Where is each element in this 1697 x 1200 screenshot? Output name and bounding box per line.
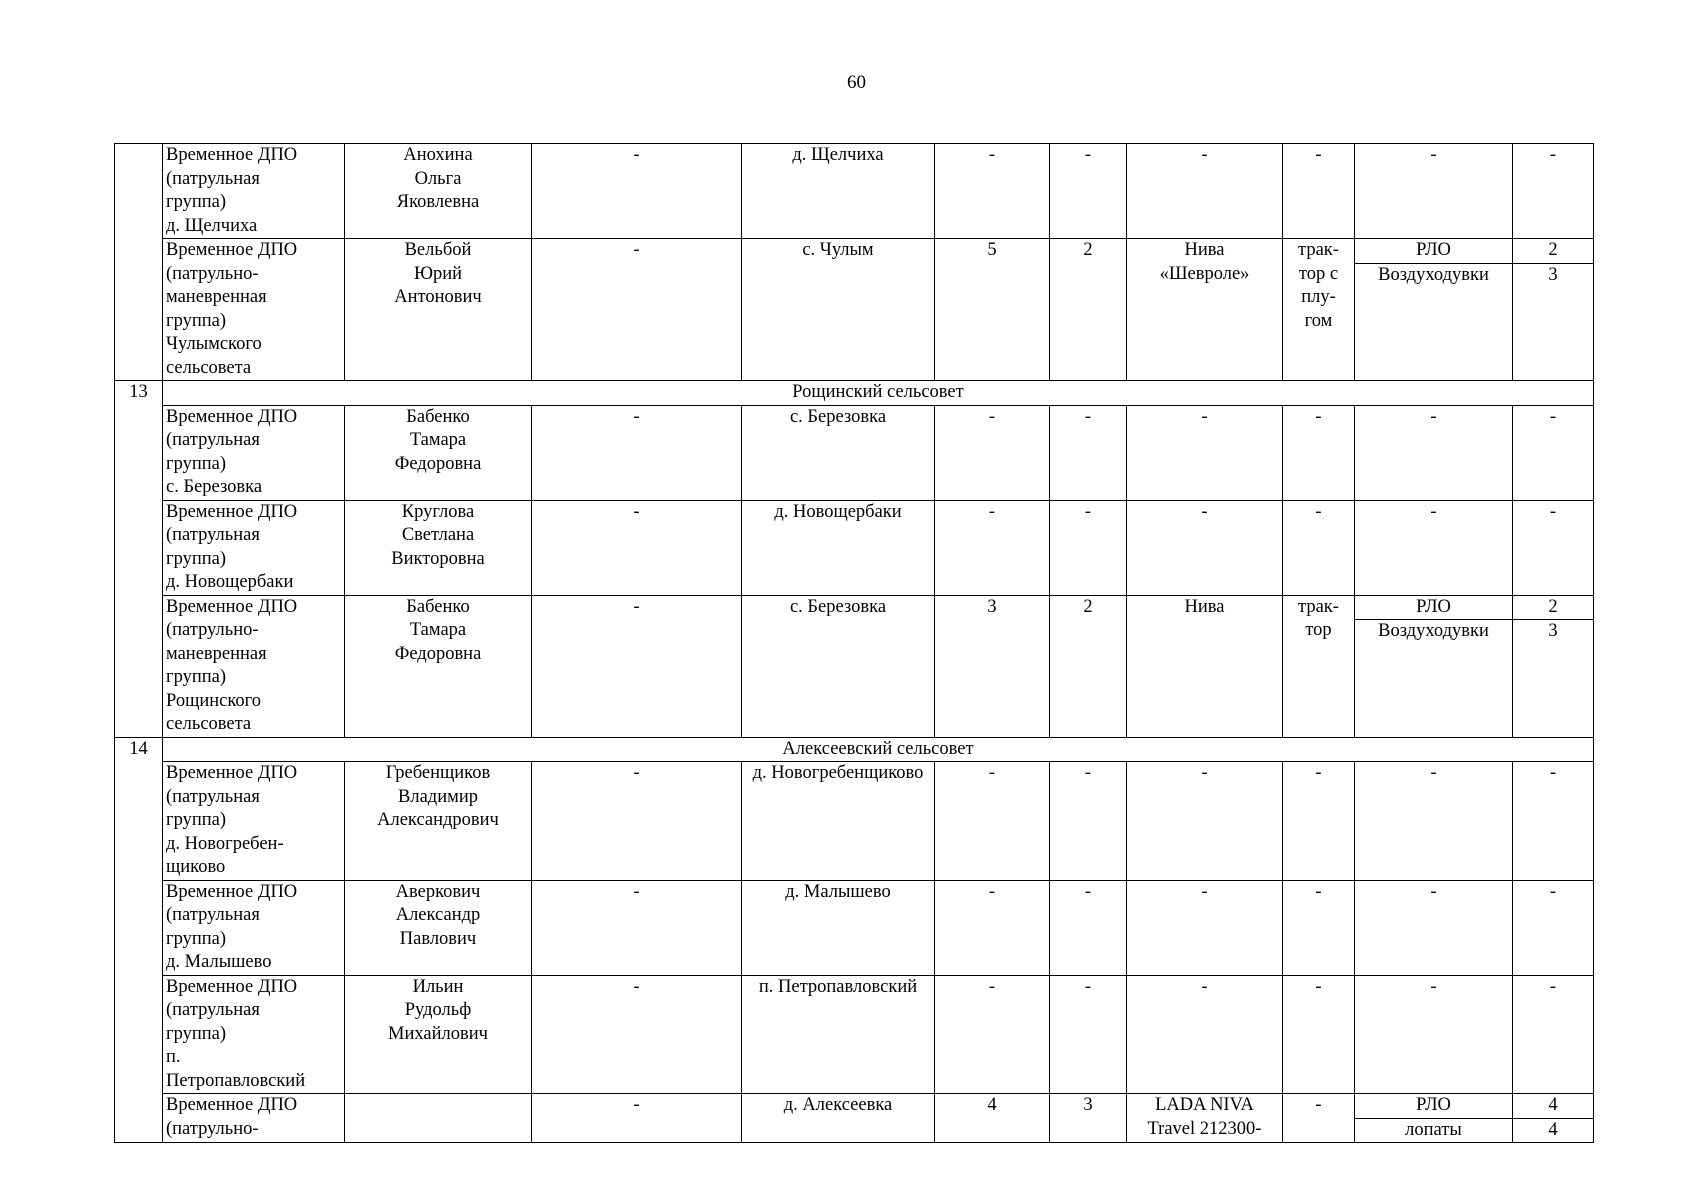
table-row: [115, 500, 1594, 595]
unit-name-line: Временное ДПО: [166, 145, 298, 165]
unit-name-line: (патрульная: [166, 786, 260, 807]
unit-name-line: д. Новогребен-: [166, 833, 284, 854]
unit-name: [163, 144, 345, 239]
personnel-count: 5: [935, 239, 1050, 381]
section-number: 13: [115, 381, 163, 738]
head-name: [345, 595, 532, 737]
equipment-quantity: [1513, 975, 1594, 1094]
unit-name-line: д. Новощербаки: [166, 572, 294, 592]
equipment: [1355, 762, 1513, 881]
unit-name-line: с. Березовка: [166, 477, 263, 497]
vehicle-count: -: [1050, 975, 1127, 1094]
vehicle-model: [1127, 975, 1283, 1094]
unit-name-line: группа): [166, 192, 227, 212]
head-name: [345, 762, 532, 881]
unit-name-line: (патрульная: [166, 525, 260, 545]
personnel-count: -: [935, 762, 1050, 881]
vehicle-count: 3: [1050, 1094, 1127, 1143]
equipment: [1355, 1094, 1513, 1143]
vehicle-model-line: -: [1201, 501, 1208, 522]
special-tech: [1283, 880, 1355, 975]
vehicle-model: [1127, 144, 1283, 239]
special-tech-line: гом: [1304, 310, 1333, 331]
vehicle-count: -: [1050, 144, 1127, 239]
head-name: [345, 880, 532, 975]
equipment-item: Воздуходувки: [1355, 619, 1512, 644]
equipment-quantity: [1513, 762, 1594, 881]
quantity-item: -: [1549, 881, 1557, 902]
head-name-line: Тамара: [409, 430, 467, 450]
special-tech: [1283, 144, 1355, 239]
equipment-quantity: [1513, 880, 1594, 975]
unit-name-line: (патрульная: [166, 168, 260, 189]
special-tech-line: плу-: [1301, 287, 1336, 307]
head-name-line: Ильин: [412, 976, 464, 997]
unit-name: [163, 1094, 345, 1143]
dash-cell: -: [532, 500, 742, 595]
equipment-item: лопаты: [1355, 1118, 1512, 1143]
special-tech: [1283, 1094, 1355, 1143]
resources-table: [114, 143, 1594, 1143]
head-name-line: Федоровна: [394, 643, 482, 664]
vehicle-model: [1127, 500, 1283, 595]
location: с. Березовка: [742, 405, 935, 500]
table-row: [115, 762, 1594, 881]
table-row: [115, 144, 1594, 239]
unit-name-line: Временное ДПО: [166, 406, 298, 427]
location: п. Петропавловский: [742, 975, 935, 1094]
unit-name-line: Временное ДПО: [166, 976, 298, 997]
head-name-line: Федоровна: [394, 453, 482, 474]
equipment: [1355, 239, 1513, 381]
quantity-item: 4: [1513, 1118, 1593, 1143]
vehicle-model-line: Нива: [1184, 596, 1225, 617]
location: д. Алексеевка: [742, 1094, 935, 1143]
vehicle-count: -: [1050, 880, 1127, 975]
unit-name-line: группа): [166, 667, 227, 687]
location: д. Новогребенщиково: [742, 762, 935, 881]
unit-name-line: сельсовета: [166, 357, 252, 378]
personnel-count: -: [935, 500, 1050, 595]
head-name-line: Анохина: [403, 145, 473, 165]
location: д. Щелчиха: [742, 144, 935, 239]
equipment-item: -: [1430, 763, 1437, 783]
equipment-item: РЛО: [1416, 240, 1451, 260]
equipment-quantity: [1513, 595, 1594, 737]
quantity-item: 3: [1513, 619, 1593, 644]
head-name-line: Аверкович: [395, 881, 481, 902]
location: с. Березовка: [742, 595, 935, 737]
unit-name-line: Временное ДПО: [166, 1095, 298, 1115]
vehicle-model-line: Нива: [1184, 240, 1225, 260]
vehicle-count: -: [1050, 500, 1127, 595]
unit-name-line: (патрульно-: [166, 1118, 259, 1139]
section-row: [115, 737, 1594, 762]
table-row: [115, 975, 1594, 1094]
equipment-item: -: [1430, 406, 1437, 427]
quantity-item: 4: [1548, 1095, 1558, 1115]
head-name-line: Бабенко: [406, 406, 470, 427]
head-name-line: Владимир: [398, 786, 478, 807]
quantity-item: -: [1549, 406, 1557, 427]
head-name-line: Светлана: [401, 525, 475, 545]
unit-name-line: д. Щелчиха: [166, 215, 258, 236]
special-tech-line: трак-: [1298, 596, 1339, 617]
unit-name: [163, 595, 345, 737]
unit-name-line: сельсовета: [166, 714, 252, 734]
vehicle-count: 2: [1050, 595, 1127, 737]
vehicle-model-line: «Шевроле»: [1159, 263, 1250, 284]
special-tech-line: тор: [1305, 620, 1332, 640]
vehicle-model: [1127, 762, 1283, 881]
unit-name-line: Временное ДПО: [166, 763, 298, 783]
head-name-line: Тамара: [409, 620, 467, 640]
unit-name-line: группа): [166, 453, 227, 474]
special-tech-line: трак-: [1298, 240, 1339, 260]
unit-name-line: маневренная: [166, 287, 267, 307]
head-name-line: Юрий: [413, 263, 463, 284]
table-row: [115, 880, 1594, 975]
special-tech-line: -: [1315, 1095, 1322, 1115]
location: с. Чулым: [742, 239, 935, 381]
unit-name-line: группа): [166, 548, 227, 569]
vehicle-model-line: -: [1201, 145, 1208, 165]
equipment: [1355, 144, 1513, 239]
table-row: [115, 239, 1594, 381]
unit-name-line: Временное ДПО: [166, 596, 298, 617]
head-name: [345, 500, 532, 595]
equipment-quantity: [1513, 500, 1594, 595]
dash-cell: -: [532, 239, 742, 381]
unit-name: [163, 405, 345, 500]
unit-name-line: группа): [166, 310, 227, 331]
head-name-line: Гребенщиков: [385, 763, 491, 783]
head-name-line: Викторовна: [391, 548, 485, 569]
quantity-item: -: [1549, 976, 1557, 997]
head-name-line: Михайлович: [388, 1023, 488, 1044]
unit-name-line: Временное ДПО: [166, 240, 298, 260]
vehicle-model-line: Travel 212300-: [1147, 1118, 1262, 1139]
equipment: [1355, 500, 1513, 595]
unit-name-line: д. Малышево: [166, 952, 272, 972]
vehicle-count: -: [1050, 762, 1127, 881]
unit-name-line: Рощинского: [166, 690, 262, 711]
section-title: Рощинский сельсовет: [163, 381, 1594, 406]
unit-name-line: группа): [166, 1023, 227, 1044]
head-name-line: Яковлевна: [396, 192, 480, 212]
vehicle-model: [1127, 405, 1283, 500]
head-name: [345, 144, 532, 239]
unit-name: [163, 500, 345, 595]
head-name-line: Павлович: [399, 928, 477, 949]
head-name: [345, 405, 532, 500]
quantity-item: 3: [1513, 263, 1593, 288]
special-tech-line: -: [1315, 145, 1322, 165]
equipment: [1355, 595, 1513, 737]
vehicle-count: 2: [1050, 239, 1127, 381]
equipment-item: Воздуходувки: [1355, 263, 1512, 288]
special-tech-line: тор с: [1298, 263, 1339, 284]
personnel-count: 3: [935, 595, 1050, 737]
vehicle-model: [1127, 1094, 1283, 1143]
equipment-item: -: [1430, 976, 1437, 997]
equipment: [1355, 405, 1513, 500]
vehicle-model-line: -: [1201, 881, 1208, 902]
unit-name-line: группа): [166, 928, 227, 949]
equipment-quantity: [1513, 405, 1594, 500]
special-tech: [1283, 762, 1355, 881]
location: д. Малышево: [742, 880, 935, 975]
head-name: [345, 239, 532, 381]
personnel-count: 4: [935, 1094, 1050, 1143]
equipment-item: -: [1430, 881, 1437, 902]
special-tech-line: -: [1315, 763, 1322, 783]
unit-name-line: (патрульно-: [166, 263, 259, 284]
vehicle-model: [1127, 880, 1283, 975]
unit-name-line: п.: [166, 1047, 181, 1067]
unit-name-line: щиково: [166, 857, 226, 877]
quantity-item: -: [1549, 145, 1557, 165]
section-number: 14: [115, 737, 163, 1143]
quantity-item: 2: [1548, 596, 1558, 617]
head-name-line: Александрович: [377, 810, 499, 830]
head-name-line: Рудольф: [404, 1000, 472, 1020]
table-row: [115, 595, 1594, 737]
special-tech-line: -: [1315, 976, 1322, 997]
personnel-count: -: [935, 405, 1050, 500]
head-name-line: Антонович: [394, 287, 482, 307]
head-name-line: Круглова: [401, 501, 475, 522]
location: д. Новощербаки: [742, 500, 935, 595]
section-title: Алексеевский сельсовет: [163, 737, 1594, 762]
quantity-item: 2: [1548, 240, 1558, 260]
dash-cell: -: [532, 595, 742, 737]
personnel-count: -: [935, 880, 1050, 975]
special-tech: [1283, 239, 1355, 381]
unit-name: [163, 880, 345, 975]
dash-cell: -: [532, 880, 742, 975]
personnel-count: -: [935, 975, 1050, 1094]
dash-cell: -: [532, 762, 742, 881]
page-number: 60: [847, 72, 866, 93]
special-tech: [1283, 595, 1355, 737]
unit-name: [163, 975, 345, 1094]
unit-name-line: Временное ДПО: [166, 501, 298, 522]
section-row: [115, 381, 1594, 406]
equipment: [1355, 975, 1513, 1094]
special-tech: [1283, 975, 1355, 1094]
dash-cell: -: [532, 975, 742, 1094]
vehicle-model-line: -: [1201, 976, 1208, 997]
dash-cell: -: [532, 1094, 742, 1143]
table-row: [115, 1094, 1594, 1143]
equipment-item: -: [1430, 501, 1437, 522]
equipment-item: РЛО: [1416, 596, 1451, 617]
vehicle-model-line: -: [1201, 763, 1208, 783]
equipment-quantity: [1513, 144, 1594, 239]
unit-name-line: Петропавловский: [166, 1070, 306, 1091]
quantity-item: -: [1549, 501, 1557, 522]
table-row: [115, 405, 1594, 500]
equipment-quantity: [1513, 1094, 1594, 1143]
equipment-item: РЛО: [1416, 1095, 1451, 1115]
head-name-line: Александр: [395, 905, 481, 925]
equipment-item: -: [1430, 145, 1437, 165]
quantity-item: -: [1549, 763, 1557, 783]
equipment-quantity: [1513, 239, 1594, 381]
special-tech-line: -: [1315, 881, 1322, 902]
unit-name-line: (патрульная: [166, 905, 260, 925]
head-name-line: Ольга: [414, 168, 462, 189]
unit-name-line: (патрульно-: [166, 620, 259, 640]
special-tech: [1283, 405, 1355, 500]
head-name: [345, 975, 532, 1094]
unit-name-line: Чулымского: [166, 334, 262, 354]
unit-name-line: маневренная: [166, 643, 267, 664]
head-name-line: Бабенко: [406, 596, 470, 617]
unit-name-line: (патрульная: [166, 430, 260, 450]
unit-name: [163, 239, 345, 381]
unit-name-line: группа): [166, 810, 227, 830]
special-tech-line: -: [1315, 406, 1322, 427]
special-tech-line: -: [1315, 501, 1322, 522]
vehicle-model: [1127, 239, 1283, 381]
equipment: [1355, 880, 1513, 975]
personnel-count: -: [935, 144, 1050, 239]
head-name: [345, 1094, 532, 1143]
vehicle-model-line: LADA NIVA: [1155, 1095, 1254, 1115]
unit-name-line: (патрульная: [166, 1000, 260, 1020]
unit-name-line: Временное ДПО: [166, 881, 298, 902]
number-cell-empty: [115, 144, 163, 381]
vehicle-count: -: [1050, 405, 1127, 500]
vehicle-model-line: -: [1201, 406, 1208, 427]
dash-cell: -: [532, 144, 742, 239]
dash-cell: -: [532, 405, 742, 500]
vehicle-model: [1127, 595, 1283, 737]
head-name-line: Вельбой: [404, 240, 472, 260]
unit-name: [163, 762, 345, 881]
special-tech: [1283, 500, 1355, 595]
